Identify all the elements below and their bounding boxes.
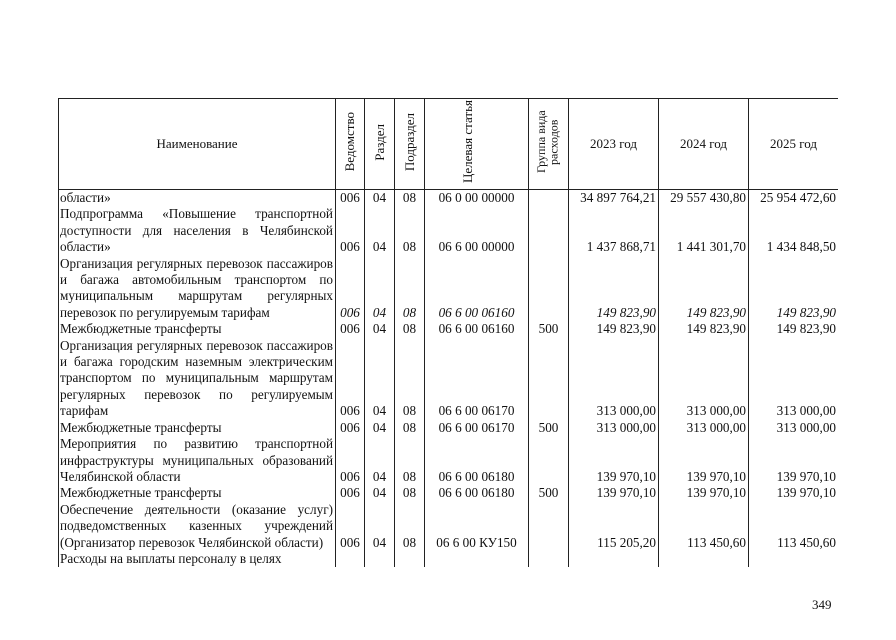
- row-name: Межбюджетные трансферты: [59, 420, 336, 436]
- row-group: [529, 502, 569, 551]
- row-razdel: 04: [365, 502, 395, 551]
- table-body: [59, 190, 839, 568]
- row-article: 06 0 00 00000: [425, 190, 529, 207]
- row-podrazdel: 08: [395, 321, 425, 337]
- row-vedomstvo: 006: [336, 190, 365, 207]
- row-value-2024: 139 970,10: [659, 485, 749, 501]
- page-number: 349: [812, 597, 832, 612]
- row-name: Расходы на выплаты персоналу в целях: [59, 551, 336, 567]
- row-group: [529, 206, 569, 255]
- table-row: [59, 551, 839, 567]
- header-group: Группа вида расходов: [529, 99, 569, 190]
- row-article: 06 6 00 06160: [425, 256, 529, 322]
- row-vedomstvo: 006: [336, 420, 365, 436]
- row-vedomstvo: 006: [336, 321, 365, 337]
- row-value-2024: 313 000,00: [659, 338, 749, 420]
- row-article: 06 6 00 КУ150: [425, 502, 529, 551]
- row-name: Межбюджетные трансферты: [59, 485, 336, 501]
- row-value-2025: 139 970,10: [749, 485, 839, 501]
- row-value-2024: 113 450,60: [659, 502, 749, 551]
- row-name: Организация регулярных перевозок пассажиров и багажа автомобильным транспортом по муниципальным маршрутам регулярных перевозок по регулируемым тарифам: [59, 256, 336, 322]
- row-razdel: [365, 551, 395, 567]
- row-value-2023: [569, 551, 659, 567]
- row-value-2025: 313 000,00: [749, 338, 839, 420]
- row-razdel: 04: [365, 321, 395, 337]
- table-row: [59, 338, 839, 420]
- row-value-2023: 313 000,00: [569, 420, 659, 436]
- header-name: Наименование: [59, 99, 336, 190]
- row-podrazdel: [395, 551, 425, 567]
- row-group: [529, 190, 569, 207]
- row-value-2023: 115 205,20: [569, 502, 659, 551]
- row-value-2023: 149 823,90: [569, 321, 659, 337]
- table-row: [59, 190, 839, 207]
- row-group: [529, 256, 569, 322]
- row-razdel: 04: [365, 485, 395, 501]
- row-value-2024: 1 441 301,70: [659, 206, 749, 255]
- row-article: [425, 551, 529, 567]
- row-podrazdel: 08: [395, 190, 425, 207]
- row-name: Подпрограмма «Повышение транспортной доступности для населения в Челябинской области»: [59, 206, 336, 255]
- row-article: 06 6 00 06170: [425, 338, 529, 420]
- row-value-2023: 139 970,10: [569, 485, 659, 501]
- row-group: [529, 551, 569, 567]
- row-vedomstvo: 006: [336, 485, 365, 501]
- row-article: 06 6 00 00000: [425, 206, 529, 255]
- row-name: Межбюджетные трансферты: [59, 321, 336, 337]
- table-header-row: [59, 99, 839, 190]
- row-podrazdel: 08: [395, 338, 425, 420]
- row-razdel: 04: [365, 436, 395, 485]
- row-podrazdel: 08: [395, 206, 425, 255]
- row-podrazdel: 08: [395, 420, 425, 436]
- row-value-2024: 139 970,10: [659, 436, 749, 485]
- row-value-2023: 34 897 764,21: [569, 190, 659, 207]
- row-value-2023: 149 823,90: [569, 256, 659, 322]
- row-article: 06 6 00 06180: [425, 436, 529, 485]
- budget-table: [58, 98, 838, 567]
- row-group: 500: [529, 420, 569, 436]
- row-value-2024: 29 557 430,80: [659, 190, 749, 207]
- row-value-2023: 1 437 868,71: [569, 206, 659, 255]
- header-podrazdel: Подраздел: [395, 99, 425, 190]
- table-row: [59, 420, 839, 436]
- row-vedomstvo: 006: [336, 436, 365, 485]
- table-row: [59, 206, 839, 255]
- row-value-2025: 149 823,90: [749, 256, 839, 322]
- table-row: [59, 436, 839, 485]
- row-name: Обеспечение деятельности (оказание услуг) подведомственных казенных учреждений (Организатор перевозок Челябинской области): [59, 502, 336, 551]
- row-value-2024: 149 823,90: [659, 321, 749, 337]
- row-group: 500: [529, 321, 569, 337]
- row-article: 06 6 00 06160: [425, 321, 529, 337]
- row-value-2024: 313 000,00: [659, 420, 749, 436]
- row-razdel: 04: [365, 190, 395, 207]
- row-value-2025: [749, 551, 839, 567]
- row-value-2023: 139 970,10: [569, 436, 659, 485]
- row-value-2025: 149 823,90: [749, 321, 839, 337]
- row-podrazdel: 08: [395, 485, 425, 501]
- header-razdel: Раздел: [365, 99, 395, 190]
- row-article: 06 6 00 06170: [425, 420, 529, 436]
- row-value-2025: 25 954 472,60: [749, 190, 839, 207]
- row-vedomstvo: 006: [336, 338, 365, 420]
- row-vedomstvo: 006: [336, 502, 365, 551]
- header-2023: 2023 год: [569, 99, 659, 190]
- row-vedomstvo: 006: [336, 256, 365, 322]
- row-podrazdel: 08: [395, 436, 425, 485]
- row-name: области»: [59, 190, 336, 207]
- row-value-2025: 113 450,60: [749, 502, 839, 551]
- table-row: [59, 485, 839, 501]
- row-vedomstvo: [336, 551, 365, 567]
- header-vedomstvo: Ведомство: [336, 99, 365, 190]
- row-podrazdel: 08: [395, 256, 425, 322]
- header-2024: 2024 год: [659, 99, 749, 190]
- row-name: Организация регулярных перевозок пассажиров и багажа городским наземным электрическим транспортом по муниципальным маршрутам регулярных перевозок по регулируемым тарифам: [59, 338, 336, 420]
- row-razdel: 04: [365, 420, 395, 436]
- row-group: [529, 338, 569, 420]
- budget-table-sheet: [58, 98, 838, 590]
- row-article: 06 6 00 06180: [425, 485, 529, 501]
- table-row: [59, 502, 839, 551]
- row-group: 500: [529, 485, 569, 501]
- table-row: [59, 256, 839, 322]
- row-vedomstvo: 006: [336, 206, 365, 255]
- table-row: [59, 321, 839, 337]
- row-value-2025: 313 000,00: [749, 420, 839, 436]
- row-name: Мероприятия по развитию транспортной инфраструктуры муниципальных образований Челябинской области: [59, 436, 336, 485]
- row-value-2024: 149 823,90: [659, 256, 749, 322]
- row-value-2025: 1 434 848,50: [749, 206, 839, 255]
- row-value-2025: 139 970,10: [749, 436, 839, 485]
- row-value-2024: [659, 551, 749, 567]
- row-razdel: 04: [365, 256, 395, 322]
- header-2025: 2025 год: [749, 99, 839, 190]
- row-value-2023: 313 000,00: [569, 338, 659, 420]
- row-razdel: 04: [365, 338, 395, 420]
- row-podrazdel: 08: [395, 502, 425, 551]
- row-group: [529, 436, 569, 485]
- header-article: Целевая статья: [425, 99, 529, 190]
- row-razdel: 04: [365, 206, 395, 255]
